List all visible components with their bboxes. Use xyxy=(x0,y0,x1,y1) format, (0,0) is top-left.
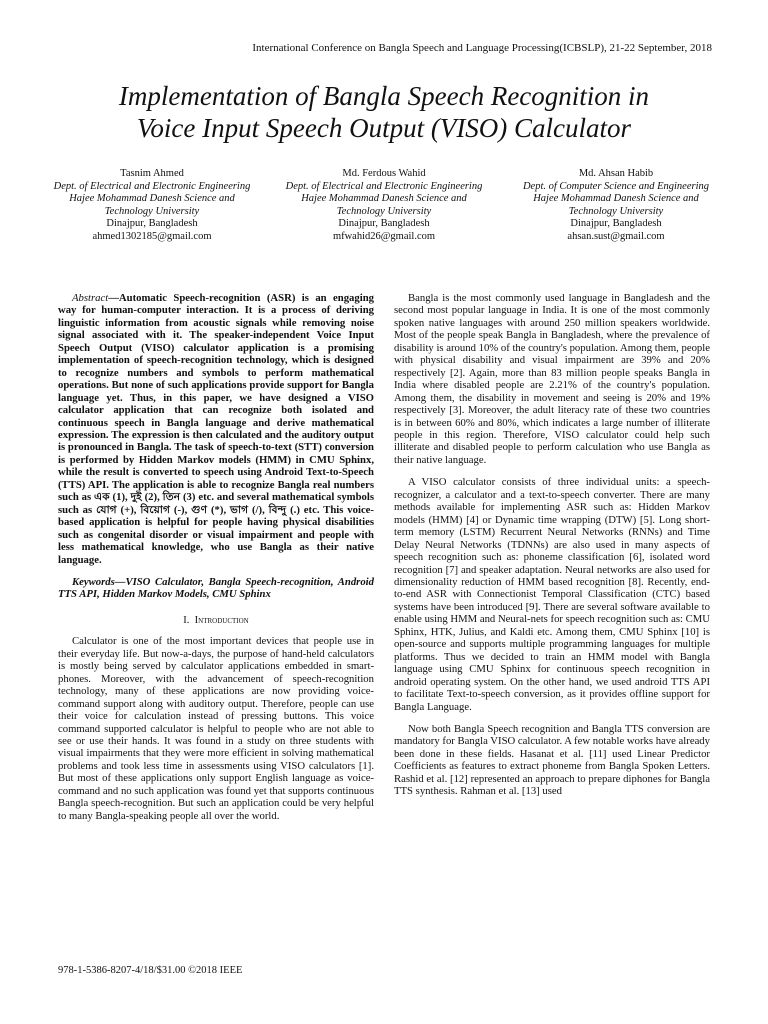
author-2 xyxy=(284,168,484,243)
author-email: ahmed1302185@gmail.com xyxy=(92,230,212,242)
body-paragraph-2: A VISO calculator consists of three individual units: a speech-recognizer, a calculator and a text-to-speech converter. There are many methods available for implementing ASR such as: Hidden Markov models (HMM) [4] or Dynamic time wrapping (DTW) [5]. Long short-term memory (LSTM) Recurrent Neural Networks (RNNs) and Time Delay Neural Networks (TDNNs) are also used in many aspects of speech recognition such as: phoneme classification [6], isolated word recognition [7] and speaker adaptation. Neural networks are also used for dimensionality reduction of HMM based recognition [8]. Recently, end-to-end ASR with Connectionist Temporal Classification (CTC) based systems have been introduced [9]. There are several software available to enable using HMM and Neural-nets for speech recognition such as: CMU Sphinx, HTK, Julius, and Kaldi etc. Among them, CMU Sphinx [10] is open-source and supports multiple programming languages for multiple platforms. Thus we decided to train an HMM model with Bangla language using CMU Sphinx for continuous speech recognition in android operating system. On the other hand, we used android TTS API to facilitate Text-to-speech conversion, as it provides offline support for Bangla Language. xyxy=(394,476,710,713)
author-name: Md. Ferdous Wahid xyxy=(342,168,426,179)
abstract-body: —Automatic Speech-recognition (ASR) is an engaging way for human-computer interaction. It is a process of deriving linguistic information from acoustic signals while removing noise signal associated with it. The speaker-independent Voice Input Speech Output (VISO) calculator application is a promising implementation of speech-recognition technology, which is designed to recognize numbers and symbols to perform mathematical operations. But none of such applications provide support for Bangla language yet. Thus, in this paper, we have designed a VISO calculator application that can recognize both isolated and continuous speech in Bangla language and derive mathematical expression. The expression is then calculated and the auditory output is pronounced in Bangla. The task of speech-to-text (STT) conversion is performed by Hidden Markov models (HMM) in CMU Sphinx, while the result is converted to speech using Android Text-to-Speech (TTS) API. The application is able to recognize Bangla real numbers such as এক (1), দুই (2), তিন (3) etc. and several mathematical symbols such as যোগ (+), বিয়োগ (-), গুণ (*), ভাগ (/), বিন্দু (.) etc. This voice-based application is helpful for people having physical disabilities such as congenital disorder or visual impairment and people with less mathematical knowledge, who use Bangla as their native language. xyxy=(58,292,374,566)
author-dept: Dept. of Electrical and Electronic Engineering xyxy=(53,180,251,192)
section-title: Introduction xyxy=(194,614,249,626)
section-heading-introduction xyxy=(58,615,374,627)
title-line-2: Voice Input Speech Output (VISO) Calculator xyxy=(136,113,632,143)
body-paragraph-3: Now both Bangla Speech recognition and Bangla TTS conversion are mandatory for Bangla VISO calculator. A few notable works have already been done in these fields. Hasanat et al. [11] used Linear Predictor Coefficients as features to extract phoneme from Bangla Spoken Letters. Rashid et al. [12] represented an approach to prepare diphones for Bangla TTS synthesis. Rahman et al. [13] used xyxy=(394,722,710,798)
author-city: Dinajpur, Bangladesh xyxy=(106,218,198,229)
author-name: Md. Ahsan Habib xyxy=(578,168,654,179)
author-block xyxy=(52,168,716,243)
section-number: I. xyxy=(183,614,190,626)
author-university: Hajee Mohammad Danesh Science and Technology University xyxy=(301,193,467,217)
copyright-footer: 978-1-5386-8207-4/18/$31.00 ©2018 IEEE xyxy=(58,965,243,976)
author-email: mfwahid26@gmail.com xyxy=(332,230,436,242)
author-city: Dinajpur, Bangladesh xyxy=(570,218,662,229)
intro-paragraph: Calculator is one of the most important devices that people use in their everyday life. But now-a-days, the purpose of hand-held calculators is mostly being served by calculator applications embedded in smart-phones. Moreover, with the advancement of speech-recognition technology, many of these applications are now providing voice-command support along with auditory output. Therefore, people can use their voice for calculation instead of pressing buttons. This voice command supported calculator is helpful to people who are not able to see or use their hands. It was found in a study on three students with visual impairments that they were more efficient in solving mathematical problems and took less time in assessments using VISO calculators [1]. But most of these applications only support English language as voice-command and no such application was found yet that supports continuous Bangla speech-recognition. But such an application could be very helpful to many Bangla-speaking people all over the world. xyxy=(58,635,374,822)
keywords: Keywords—VISO Calculator, Bangla Speech-recognition, Android TTS API, Hidden Markov Models, CMU Sphinx xyxy=(58,575,374,601)
author-university: Hajee Mohammad Danesh Science and Technology University xyxy=(69,193,235,217)
author-university: Hajee Mohammad Danesh Science and Technology University xyxy=(533,193,699,217)
conference-header: International Conference on Bangla Speech and Language Processing(ICBSLP), 21-22 September, 2018 xyxy=(252,42,712,54)
paper-title xyxy=(40,80,728,144)
left-column xyxy=(58,292,374,832)
abstract-lead: Abstract xyxy=(72,292,109,304)
body-paragraph-1: Bangla is the most commonly used language in Bangladesh and the second most popular language in India. It is one of the most commonly spoken native languages with around 250 million speakers worldwide. Most of the people speak Bangla in Bangladesh, where the prevalence of disability is around 10% of the country's population. Among them, people with physical disability and visual impairment are 39% and 20% respectively [2]. Again, more than 83 million people speaks Bangla in India where disabled people are 2.21% of the country's population. Among them, the disability in movement and seeing is 20% and 19% respectively [3]. Moreover, the adult literacy rate of these two countries is in between 60% and 80%, which indicates a large number of illiterate people in this region. Therefore, VISO calculator could help such illiterate and disabled people to perform calculation who use Bangla as their native language. xyxy=(394,292,710,466)
title-line-1: Implementation of Bangla Speech Recognition in xyxy=(118,81,650,111)
author-name: Tasnim Ahmed xyxy=(120,168,184,179)
author-1 xyxy=(52,168,252,243)
abstract xyxy=(58,292,374,566)
author-dept: Dept. of Electrical and Electronic Engineering xyxy=(285,180,483,192)
author-email: ahsan.sust@gmail.com xyxy=(567,230,665,242)
author-dept: Dept. of Computer Science and Engineering xyxy=(522,180,710,192)
right-column xyxy=(394,292,710,808)
author-3 xyxy=(516,168,716,243)
author-city: Dinajpur, Bangladesh xyxy=(338,218,430,229)
